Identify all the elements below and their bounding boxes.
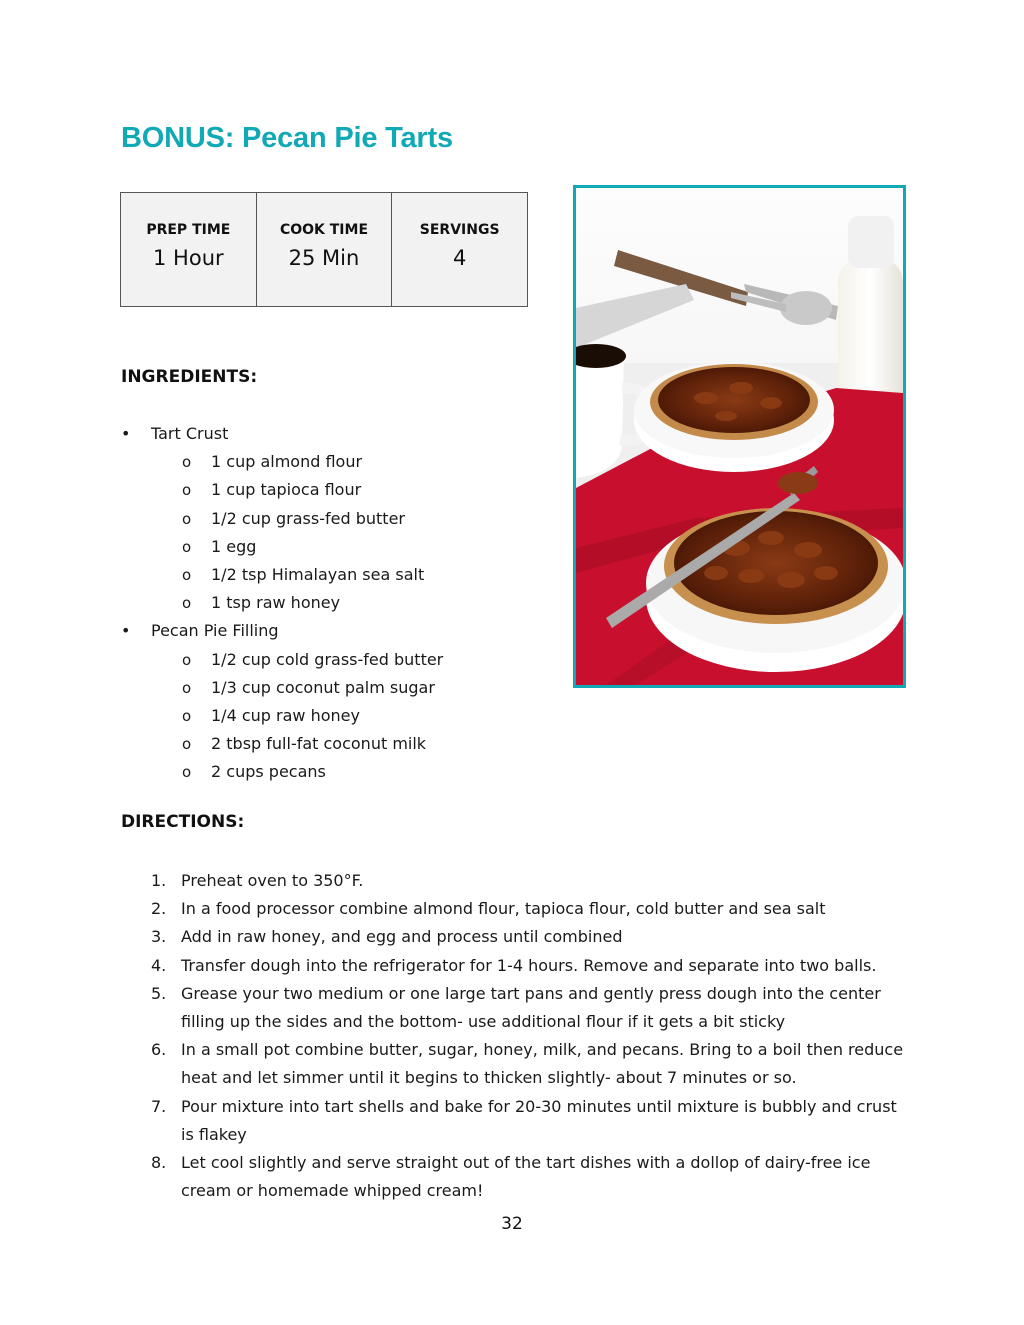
direction-step xyxy=(121,1036,911,1092)
step-text: Preheat oven to 350°F. xyxy=(181,871,364,890)
step-number: 2. xyxy=(151,899,167,919)
cook-time-value: 25 Min xyxy=(288,246,360,270)
prep-time-cell xyxy=(121,193,257,307)
page-number: 32 xyxy=(501,1214,523,1234)
step-number: 1. xyxy=(151,871,167,890)
direction-step xyxy=(121,895,911,923)
direction-step xyxy=(121,923,911,951)
step-text: Transfer dough into the refrigerator for 1-4 hours. Remove and separate into two balls. xyxy=(181,955,877,975)
step-text: Pour mixture into tart shells and bake for 20-30 minutes until mixture is bubbly and crust is flakey xyxy=(181,1096,897,1144)
list-item: o 1 tsp raw honey xyxy=(151,589,561,617)
direction-step xyxy=(121,952,911,980)
step-number: 4. xyxy=(151,955,167,975)
step-text: Add in raw honey, and egg and process until combined xyxy=(181,927,623,947)
step-text: In a small pot combine butter, sugar, honey, milk, and pecans. Bring to a boil then reduce heat and let simmer until it begins to thicken slightly- about 7 minutes or so. xyxy=(181,1040,904,1088)
step-number: 5. xyxy=(151,983,167,1003)
step-number: 7. xyxy=(151,1096,167,1116)
pecan-pie-filling-items xyxy=(151,646,561,787)
ingredient-group-label: Pecan Pie Filling xyxy=(151,621,279,641)
servings-value: 4 xyxy=(452,246,467,270)
recipe-title: BONUS: Pecan Pie Tarts xyxy=(121,122,453,154)
list-item: o 1/4 cup raw honey xyxy=(151,702,561,730)
list-item: o 2 cups pecans xyxy=(151,758,561,786)
step-text: In a food processor combine almond flour, tapioca flour, cold butter and sea salt xyxy=(181,899,826,919)
list-item: o 1/2 cup cold grass-fed butter xyxy=(151,646,561,674)
servings-label: SERVINGS xyxy=(419,222,500,238)
direction-step xyxy=(121,1093,911,1149)
list-item: o 1 cup tapioca flour xyxy=(151,476,561,504)
list-item: o 2 tbsp full-fat coconut milk xyxy=(151,730,561,758)
cook-time-cell xyxy=(256,193,392,307)
direction-step xyxy=(121,980,911,1036)
ingredient-group-pecan-pie-filling xyxy=(121,617,561,786)
ingredients-list xyxy=(121,420,561,787)
prep-time-label: PREP TIME xyxy=(146,222,231,238)
step-text: Let cool slightly and serve straight out of the tart dishes with a dollop of dairy-free ice cream or homemade whipped cream! xyxy=(181,1153,871,1201)
cook-time-label: COOK TIME xyxy=(279,222,369,238)
direction-step xyxy=(121,867,911,895)
recipe-photo xyxy=(573,185,906,688)
tart-crust-items xyxy=(151,448,561,617)
prep-time-value: 1 Hour xyxy=(153,246,224,270)
step-number: 8. xyxy=(151,1153,167,1173)
ingredients-heading: INGREDIENTS: xyxy=(121,367,258,387)
list-item: o 1 egg xyxy=(151,533,561,561)
list-item: o 1 cup almond flour xyxy=(151,448,561,476)
directions-list xyxy=(121,867,911,1205)
ingredient-group-label: Tart Crust xyxy=(151,424,229,443)
list-item: o 1/2 cup grass-fed butter xyxy=(151,505,561,533)
ingredient-group-tart-crust xyxy=(121,420,561,617)
step-number: 6. xyxy=(151,1040,167,1060)
step-number: 3. xyxy=(151,927,167,947)
direction-step xyxy=(121,1149,911,1205)
list-item: o 1/3 cup coconut palm sugar xyxy=(151,674,561,702)
recipe-info-table xyxy=(120,192,528,307)
pecan-tart-illustration xyxy=(576,188,903,685)
directions-heading: DIRECTIONS: xyxy=(121,812,245,832)
step-text: Grease your two medium or one large tart pans and gently press dough into the center filling up the sides and the bottom- use additional flour if it gets a bit sticky xyxy=(181,983,881,1032)
list-item: o 1/2 tsp Himalayan sea salt xyxy=(151,561,561,589)
servings-cell xyxy=(392,193,528,307)
